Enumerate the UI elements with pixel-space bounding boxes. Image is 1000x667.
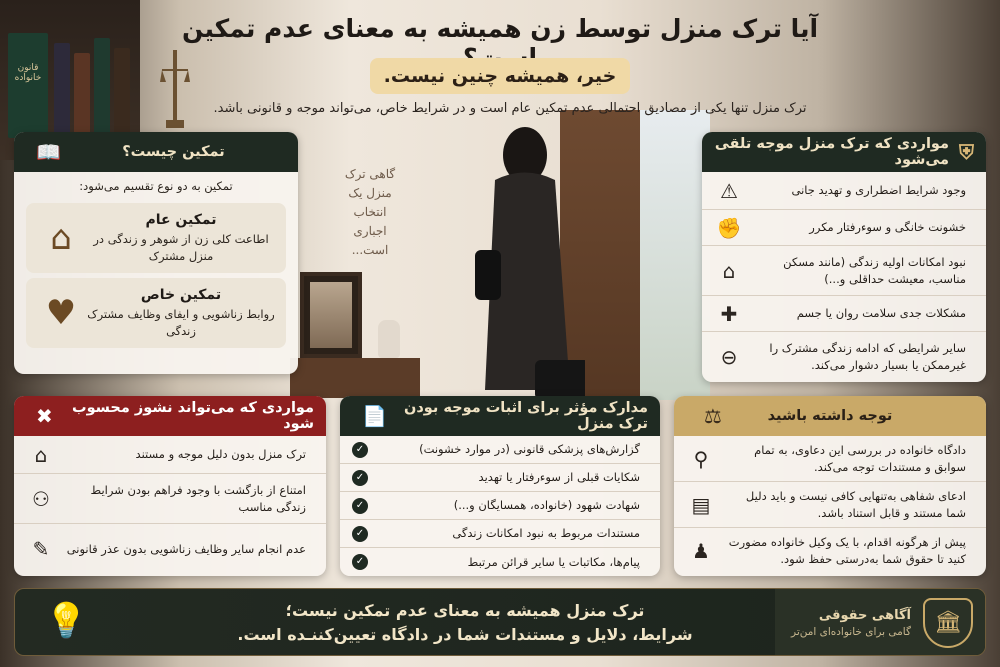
shield-icon: ⛨: [959, 140, 974, 164]
footer-banner: [14, 588, 986, 656]
list-item: [14, 524, 326, 574]
book-spine: قانون خانواده: [8, 33, 48, 138]
list-item-text: وجود شرایط اضطراری و تهدید جانی: [791, 183, 966, 197]
warning-icon: ⚠: [720, 178, 738, 203]
house-icon: ⌂: [34, 442, 48, 467]
footer-message: [165, 599, 765, 647]
heart-plus-icon: ✚: [720, 301, 738, 326]
tamkin-type-general: [26, 203, 286, 273]
fist-icon: ✊: [716, 215, 742, 240]
scales-icon: ⚖: [704, 404, 722, 428]
list-item-text: شکایات قبلی از سوءرفتار یا تهدید: [478, 470, 640, 484]
house-icon: ⌂: [50, 218, 72, 258]
heart-icon: ♥: [45, 293, 77, 333]
list-item: [340, 548, 660, 576]
intro-text: ترک منزل تنها یکی از مصادیق احتمالی عدم تمکین عام است و در شرایط خاص، می‌تواند موجه و قانونی باشد.: [213, 101, 807, 116]
list-item-text: ترک منزل بدون دلیل موجه و مستند: [135, 447, 306, 461]
nushuz-card-header: [14, 396, 326, 436]
list-item: [340, 492, 660, 520]
page-title: آیا ترک منزل توسط زن همیشه به معنای عدم تمکین: [181, 14, 819, 43]
house-icon: ⌂: [722, 258, 736, 283]
search-icon: ⚲: [693, 446, 709, 471]
tamkin-type-desc: اطاعت کلی زن از شوهر و زندگی در منزل مشترک: [93, 231, 269, 263]
list-item: [702, 296, 986, 332]
footer-line-1: ترک منزل همیشه به معنای عدم تمکین نیست؛: [285, 601, 645, 620]
note-card-title: توجه داشته باشید: [767, 408, 893, 424]
check-icon: ✓: [352, 470, 368, 486]
check-icon: ✓: [352, 442, 368, 458]
list-item-text: سایر شرایطی که ادامه زندگی مشترک را غیرممکن یا بسیار دشوار می‌کند.: [769, 341, 966, 372]
list-item-text: مشکلات جدی سلامت روان یا جسم: [796, 306, 966, 320]
justified-card-header: [702, 132, 986, 172]
people-icon: ⚇: [32, 486, 50, 511]
dresser: [290, 358, 420, 398]
lightbulb-icon: 💡: [45, 601, 88, 641]
note-card-header: [674, 396, 986, 436]
list-item: [702, 210, 986, 246]
evidence-card: [340, 396, 660, 576]
tamkin-type-desc: روابط زناشویی و ایفای وظایف مشترک زندگی: [87, 306, 275, 338]
check-icon: ✓: [352, 554, 368, 570]
tamkin-card-title: تمکین چیست؟: [122, 144, 225, 160]
evidence-card-header: [340, 396, 660, 436]
document-icon: ✎: [32, 537, 50, 561]
justified-card: [702, 132, 986, 382]
check-icon: ✓: [352, 526, 368, 542]
evidence-card-title: مدارک مؤثر برای اثبات موجه بودن ترک منزل: [403, 400, 648, 432]
note-card: [674, 396, 986, 576]
brand-name: آگاهی حقوقی: [818, 608, 911, 623]
list-item: [340, 520, 660, 548]
subtitle-badge: خیر، همیشه چنین نیست.: [370, 58, 630, 94]
list-item-text: پیش از هرگونه اقدام، با یک وکیل خانواده مضورت کنید تا حقوق شما به‌درستی حفظ شود.: [728, 535, 966, 566]
flower-vase: [378, 320, 400, 358]
doorway: [640, 110, 710, 400]
list-item-text: ادعای شفاهی به‌تنهایی کافی نیست و باید دلیل شما مستند و قابل استناد باشد.: [745, 488, 966, 520]
tamkin-intro: تمکین به دو نوع تقسیم می‌شود:: [79, 179, 233, 193]
list-item-text: شهادت شهود (خانواده، همسایگان و...): [453, 498, 640, 512]
tamkin-type-name: تمکین خاص: [140, 286, 222, 303]
list-item: [340, 436, 660, 464]
list-item: [702, 246, 986, 296]
list-item-text: خشونت خانگی و سوءرفتار مکرر: [809, 220, 966, 234]
list-item-text: امتناع از بازگشت با وجود فراهم بودن شرایط زندگی مناسب: [90, 482, 306, 514]
tamkin-type-name: تمکین عام: [145, 211, 217, 228]
close-circle-icon: ✖: [36, 404, 53, 428]
list-item-text: پیام‌ها، مکاتبات یا سایر قرائن مرتبط: [467, 554, 640, 569]
list-item-text: دادگاه خانواده در بررسی این دعاوی، به تمام سوابق و مستندات توجه می‌کند.: [754, 442, 966, 474]
lawyer-icon: ♟: [692, 539, 710, 563]
list-item: [674, 528, 986, 574]
nushuz-card-title: مواردی که می‌تواند نشوز محسوب شود: [72, 400, 314, 432]
list-item-text: نبود امکانات اولیه زندگی (مانند مسکن مناسب، معیشت حداقلی و...): [783, 254, 966, 286]
list-item: [14, 436, 326, 474]
document-icon: ▤: [691, 492, 711, 517]
minus-circle-icon: ⊖: [720, 345, 738, 369]
justified-card-title: مواردی که ترک منزل موجه تلقی می‌شود: [714, 136, 949, 168]
tamkin-card-header: [14, 132, 298, 172]
list-item: [702, 332, 986, 382]
family-photo-frame: [300, 272, 362, 358]
book-icon: 📖: [36, 140, 61, 164]
list-item: [702, 172, 986, 210]
tamkin-card: [14, 132, 298, 374]
list-item: [14, 474, 326, 524]
list-item: [340, 464, 660, 492]
list-item-text: گزارش‌های پزشکی قانونی (در موارد خشونت): [419, 442, 640, 456]
document-icon: 📄: [362, 404, 387, 428]
courthouse-shield-icon: 🏛: [923, 598, 973, 648]
tamkin-type-special: [26, 278, 286, 348]
wall-quote: گاهی ترک منزل یک انتخاب اجباری است...: [344, 167, 396, 257]
brand-tagline: گامی برای خانواده‌ای امن‌تر: [791, 626, 911, 638]
list-item: [674, 436, 986, 482]
nushuz-card: [14, 396, 326, 576]
check-icon: ✓: [352, 498, 368, 514]
brand-block: [775, 589, 985, 656]
list-item-text: عدم انجام سایر وظایف زناشویی بدون عذر قانونی: [66, 541, 306, 556]
list-item-text: مستندات مربوط به نبود امکانات زندگی: [452, 526, 640, 540]
footer-line-2: شرایط، دلایل و مستندات شما در دادگاه تعیین‌کننـده است.: [237, 625, 693, 644]
list-item: [674, 482, 986, 528]
woman-silhouette: [455, 120, 585, 400]
